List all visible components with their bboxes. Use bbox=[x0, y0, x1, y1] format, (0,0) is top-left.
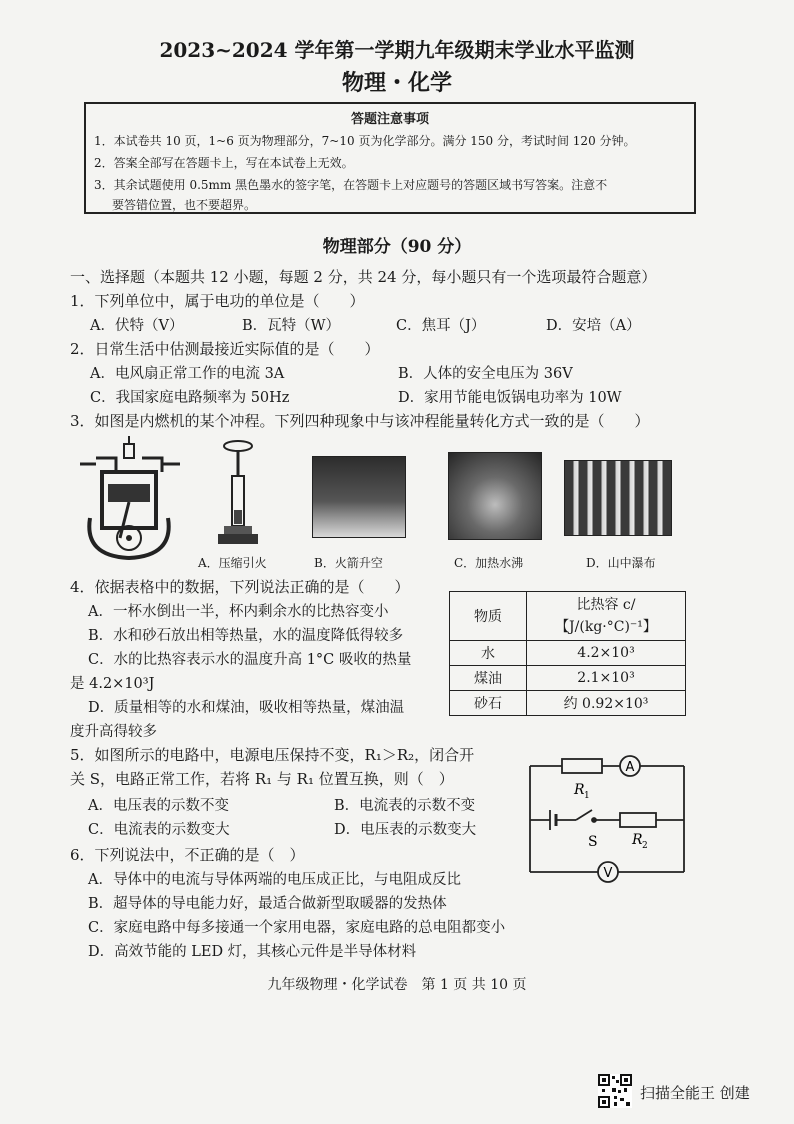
boiling-kettle-photo bbox=[448, 452, 542, 540]
circuit-label-switch: S bbox=[588, 834, 598, 850]
q1-option-a: A．伏特（V） bbox=[90, 318, 184, 334]
section-title: 物理部分（90 分） bbox=[322, 237, 472, 257]
q2-option-b: B．人体的安全电压为 36V bbox=[398, 366, 573, 382]
q5-option-b: B．电流表的示数不变 bbox=[334, 798, 476, 814]
q6-option-b: B．超导体的导电能力好，最适合做新型取暖器的发热体 bbox=[88, 896, 447, 912]
q5-option-d: D．电压表的示数变大 bbox=[334, 822, 477, 838]
q4-option-c: C．水的比热容表示水的温度升高 1°C 吸收的热量 bbox=[88, 652, 412, 668]
circuit-label-r2: R bbox=[632, 832, 643, 848]
table-row bbox=[450, 691, 686, 716]
table-cell-name: 水 bbox=[450, 641, 527, 666]
notice-item-3-cont: 要答错位置，也不要超界。 bbox=[112, 198, 257, 212]
circuit-label-r1: R bbox=[574, 782, 585, 798]
voltmeter-label: V bbox=[603, 866, 613, 881]
table-header-heat bbox=[527, 592, 686, 641]
q2-option-c: C．我国家庭电路频率为 50Hz bbox=[90, 390, 290, 406]
waterfall-photo bbox=[564, 460, 672, 536]
table-cell-name: 煤油 bbox=[450, 666, 527, 691]
q4-option-d-cont: 度升高得较多 bbox=[70, 724, 157, 740]
table-cell-value: 2.1×10³ bbox=[527, 666, 686, 691]
notice-item-3: 3．其余试题使用 0.5mm 黑色墨水的签字笔，在答题卡上对应题号的答题区域书写答案。注意不 bbox=[94, 178, 608, 192]
page-footer: 九年级物理・化学试卷 第 1 页 共 10 页 bbox=[267, 977, 527, 993]
circuit-label-r1-sub: 1 bbox=[584, 791, 590, 801]
table-row bbox=[450, 666, 686, 691]
qr-code-icon bbox=[598, 1074, 632, 1108]
q6-option-d: D．高效节能的 LED 灯，其核心元件是半导体材料 bbox=[88, 944, 417, 960]
table-cell-value: 4.2×10³ bbox=[527, 641, 686, 666]
notice-heading: 答题注意事项 bbox=[350, 112, 429, 127]
q6-stem: 6．下列说法中，不正确的是（ ） bbox=[70, 846, 305, 864]
q3-caption-d: D．山中瀑布 bbox=[586, 556, 656, 570]
q1-stem: 1．下列单位中，属于电功的单位是（ ） bbox=[70, 292, 365, 310]
q5-option-a: A．电压表的示数不变 bbox=[88, 798, 229, 814]
q3-caption-c: C．加热水沸 bbox=[454, 556, 524, 570]
table-cell-value: 约 0.92×10³ bbox=[527, 691, 686, 716]
q2-stem: 2．日常生活中估测最接近实际值的是（ ） bbox=[70, 340, 380, 358]
q4-option-a: A．一杯水倒出一半，杯内剩余水的比热容变小 bbox=[88, 604, 389, 620]
table-header-heat-line2: 【J/(kg·°C)⁻¹】 bbox=[555, 619, 657, 635]
table-cell-name: 砂石 bbox=[450, 691, 527, 716]
circuit-diagram bbox=[522, 752, 698, 888]
q6-option-a: A．导体中的电流与导体两端的电压成正比，与电阻成反比 bbox=[88, 872, 461, 888]
exam-subtitle: 物理・化学 bbox=[341, 70, 452, 96]
q3-caption-a: A．压缩引火 bbox=[198, 556, 267, 570]
circuit-label-r2-sub: 2 bbox=[642, 841, 648, 851]
q4-option-c-cont: 是 4.2×10³J bbox=[70, 676, 155, 692]
q5-stem-cont: 关 S，电路正常工作，若将 R₁ 与 R₁ 位置互换，则（ ） bbox=[70, 770, 454, 788]
q6-option-c: C．家庭电路中每多接通一个家用电器，家庭电路的总电阻都变小 bbox=[88, 920, 506, 936]
compression-tube-illustration bbox=[210, 436, 266, 552]
q3-caption-b: B．火箭升空 bbox=[314, 556, 383, 570]
part1-heading: 一、选择题（本题共 12 小题，每题 2 分，共 24 分，每小题只有一个选项最符合题意） bbox=[70, 268, 657, 286]
notice-box bbox=[84, 102, 696, 214]
scanner-watermark: 扫描全能王 创建 bbox=[640, 1084, 750, 1102]
q3-stem: 3．如图是内燃机的某个冲程。下列四种现象中与该冲程能量转化方式一致的是（ ） bbox=[70, 412, 650, 430]
table-row bbox=[450, 641, 686, 666]
specific-heat-table bbox=[449, 591, 686, 716]
notice-item-1: 1．本试卷共 10 页，1~6 页为物理部分，7~10 页为化学部分。满分 150 分，考试时间 120 分钟。 bbox=[94, 134, 636, 148]
q5-stem: 5．如图所示的电路中，电源电压保持不变，R₁＞R₂，闭合开 bbox=[70, 746, 475, 764]
q1-option-c: C．焦耳（J） bbox=[396, 318, 486, 334]
q2-option-a: A．电风扇正常工作的电流 3A bbox=[90, 366, 285, 382]
q4-stem: 4．依据表格中的数据，下列说法正确的是（ ） bbox=[70, 578, 410, 596]
notice-item-2: 2．答案全部写在答题卡上，写在本试卷上无效。 bbox=[94, 156, 354, 170]
ammeter-label: A bbox=[625, 760, 635, 775]
exam-title: 2023~2024 学年第一学期九年级期末学业水平监测 bbox=[159, 38, 635, 62]
engine-diagram bbox=[76, 434, 200, 566]
rocket-launch-photo bbox=[312, 456, 406, 538]
q1-option-b: B．瓦特（W） bbox=[242, 318, 341, 334]
q1-option-d: D．安培（A） bbox=[546, 318, 641, 334]
table-header-substance: 物质 bbox=[450, 592, 527, 641]
q2-option-d: D．家用节能电饭锅电功率为 10W bbox=[398, 390, 622, 406]
q4-option-d: D．质量相等的水和煤油，吸收相等热量，煤油温 bbox=[88, 700, 405, 716]
table-header-heat-line1: 比热容 c/ bbox=[576, 597, 636, 613]
q5-option-c: C．电流表的示数变大 bbox=[88, 822, 230, 838]
q4-option-b: B．水和砂石放出相等热量，水的温度降低得较多 bbox=[88, 628, 404, 644]
